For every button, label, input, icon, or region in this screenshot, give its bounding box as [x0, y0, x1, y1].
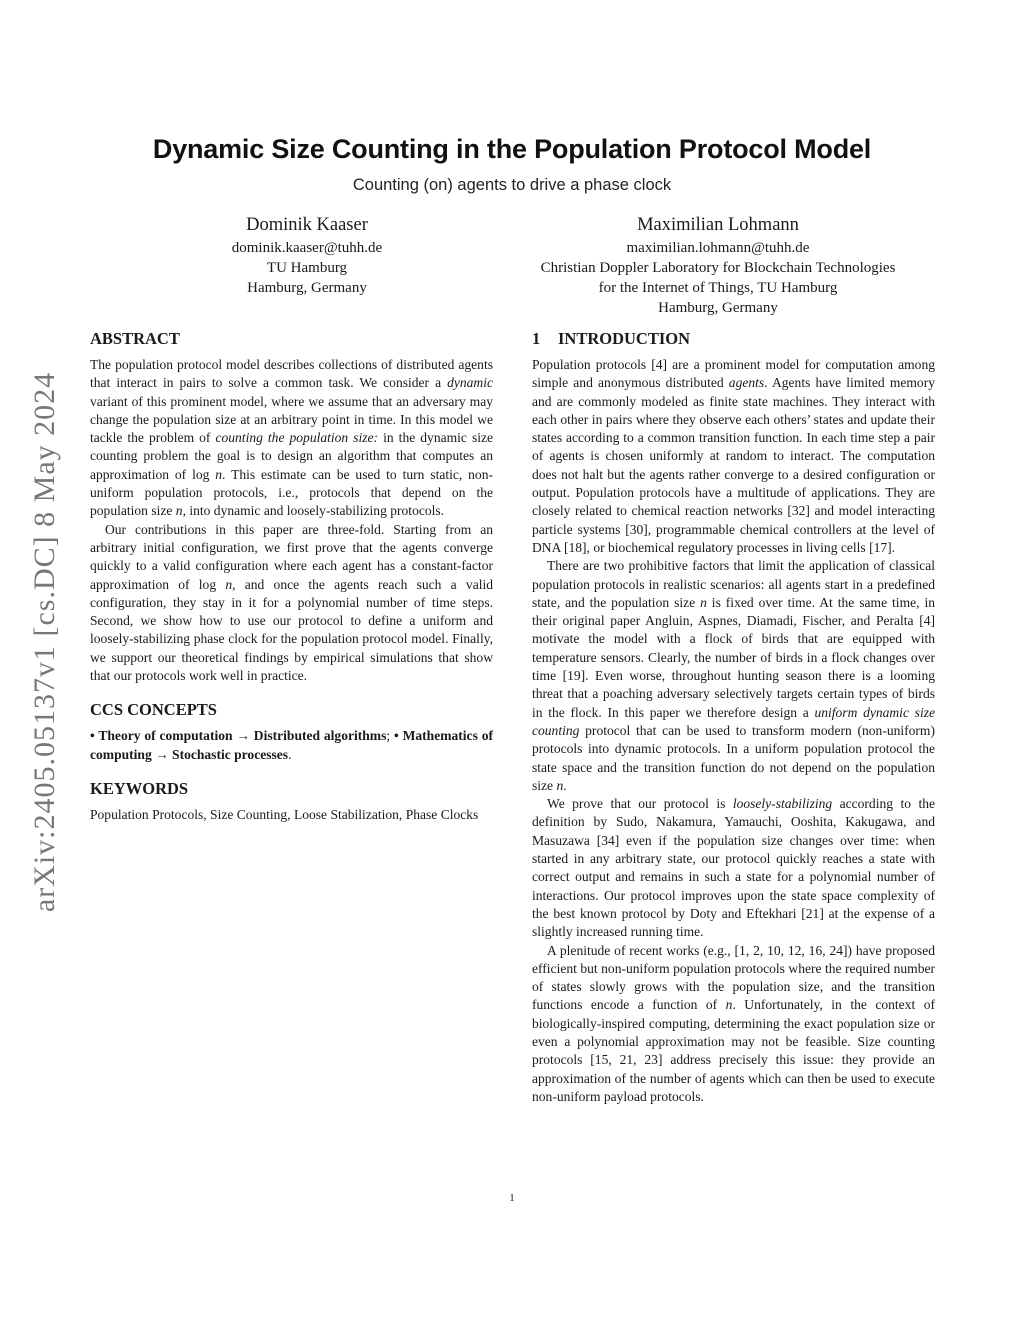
abstract-paragraph-2: Our contributions in this paper are three-fold. Starting from an arbitrary initial configuration, we first prove that the agents converge quickly to a valid configuration where each agent has a constant-factor approximation of log n, and once the agents reach such a valid configuration, they stay in it for a polynomial number of time steps. Second, we show how to use our protocol to define a uniform and loosely-stabilizing phase clock for the population protocol model. Finally, we support our theoretical findings by empirical simulations that show that our protocols work well in practice. [90, 521, 494, 684]
author-affiliation-line-2: for the Internet of Things, TU Hamburg [598, 280, 838, 296]
author-name: Dominik Kaaser [246, 215, 368, 235]
author-location: Hamburg, Germany [658, 300, 778, 316]
author-email: dominik.kaaser@tuhh.de [231, 240, 383, 256]
ccs-concepts-heading: CCS CONCEPTS [90, 700, 217, 720]
intro-paragraph-2: There are two prohibitive factors that limit the application of classical population protocols in realistic scenarios: all agents start in a predefined state, and the population size n is fixed over time. At the same time, in their original paper Angluin, Aspnes, Diamadi, Fischer, and Peralta [4] motivate the model with a flock of birds that are equipped with temperature sensors. Clearly, the number of birds in a flock changes over time [19]. Even worse, throughout hunting season there is a looming threat that a poaching adversary selectively targets certain types of birds in the flock. In this paper we therefore design a uniform dynamic size counting protocol that can be used to transform modern (non-uniform) protocols into dynamic protocols. In a uniform population protocol the state space and the transition function do not depend on the population size n. [532, 558, 935, 793]
author-affiliation: Christian Doppler Laboratory for Blockchain Technologies [540, 260, 896, 276]
author-block-lohmann [498, 212, 938, 318]
author-location: Hamburg, Germany [247, 280, 367, 296]
author-block-kaaser [207, 212, 407, 298]
paper-title: Dynamic Size Counting in the Population Protocol Model [152, 134, 872, 164]
arxiv-identifier: arXiv:2405.05137v1 [cs.DC] 8 May 2024 [28, 371, 61, 913]
page-number: 1 [509, 1192, 515, 1204]
section-number: 1 [532, 329, 541, 348]
intro-paragraph-3: We prove that our protocol is loosely-stabilizing according to the definition by Sudo, Nakamura, Yamauchi, Ooshita, Kakugawa, and Masuzawa [34] even if the population size changes over time: when started in any arbitrary state, our protocol quickly reaches a state with correct output and remains in such a state for a polynomial number of interactions. Our protocol improves upon the state space complexity of the best known protocol by Doty and Eftekhari [21] at the expense of a slightly increased running time. [532, 796, 935, 940]
intro-paragraph-4: A plenitude of recent works (e.g., [1, 2, 10, 12, 16, 24]) have proposed efficient but non-uniform population protocols where the required number of states slowly grows with the population size, and the transition functions encode a function of n. Unfortunately, in the context of biologically-inspired computing, determining the exact population size or even a polynomial approximation may not be feasible. Size counting protocols [15, 21, 23] address precisely this issue: they provide an approximation of the number of agents which can then be used to execute non-uniform payload protocols. [532, 942, 935, 1104]
left-column [90, 328, 493, 824]
abstract-heading: ABSTRACT [90, 329, 180, 348]
author-affiliation: TU Hamburg [266, 260, 348, 276]
keywords-heading: KEYWORDS [90, 778, 189, 798]
section-title: INTRODUCTION [558, 329, 691, 348]
paper-subtitle: Counting (on) agents to drive a phase clock [352, 176, 672, 194]
ccs-concepts-text: • Theory of computation → Distributed algorithms; • Mathematics of computing → Stochastic processes. [90, 728, 493, 762]
author-email: maximilian.lohmann@tuhh.de [626, 240, 810, 256]
arxiv-stamp [20, 355, 70, 930]
right-column [532, 328, 935, 1106]
abstract-paragraph-1: The population protocol model describes collections of distributed agents that interact in pairs to solve a common task. We consider a dynamic variant of this prominent model, where we assume that an adversary may change the population size at an arbitrary point in time. In this model we tackle the problem of counting the population size: in the dynamic size counting problem the goal is to design an algorithm that computes an approximation of log n. This estimate can be used to turn static, non-uniform population protocols, i.e., protocols that depend on the population size n, into dynamic and loosely-stabilizing protocols. [90, 357, 494, 519]
intro-paragraph-1: Population protocols [4] are a prominent model for computation among simple and anonymous distributed agents. Agents have limited memory and are commonly modeled as finite state machines. They interact with each other in pairs where they observe each others’ states and update their states according to a common transition function. In each time step a pair of agents is chosen uniformly at random to interact. The computation does not halt but the agents rather converge to a desired configuration or output. Population protocols have a multitude of applications. They are closely related to chemical reaction networks [32] and model interacting particle systems [30], programmable chemical controllers at the level of DNA [18], or biochemical regulatory processes in living cells [17]. [532, 357, 935, 555]
introduction-heading [532, 328, 935, 350]
author-name: Maximilian Lohmann [637, 215, 799, 235]
keywords-text: Population Protocols, Size Counting, Loose Stabilization, Phase Clocks [90, 806, 479, 822]
